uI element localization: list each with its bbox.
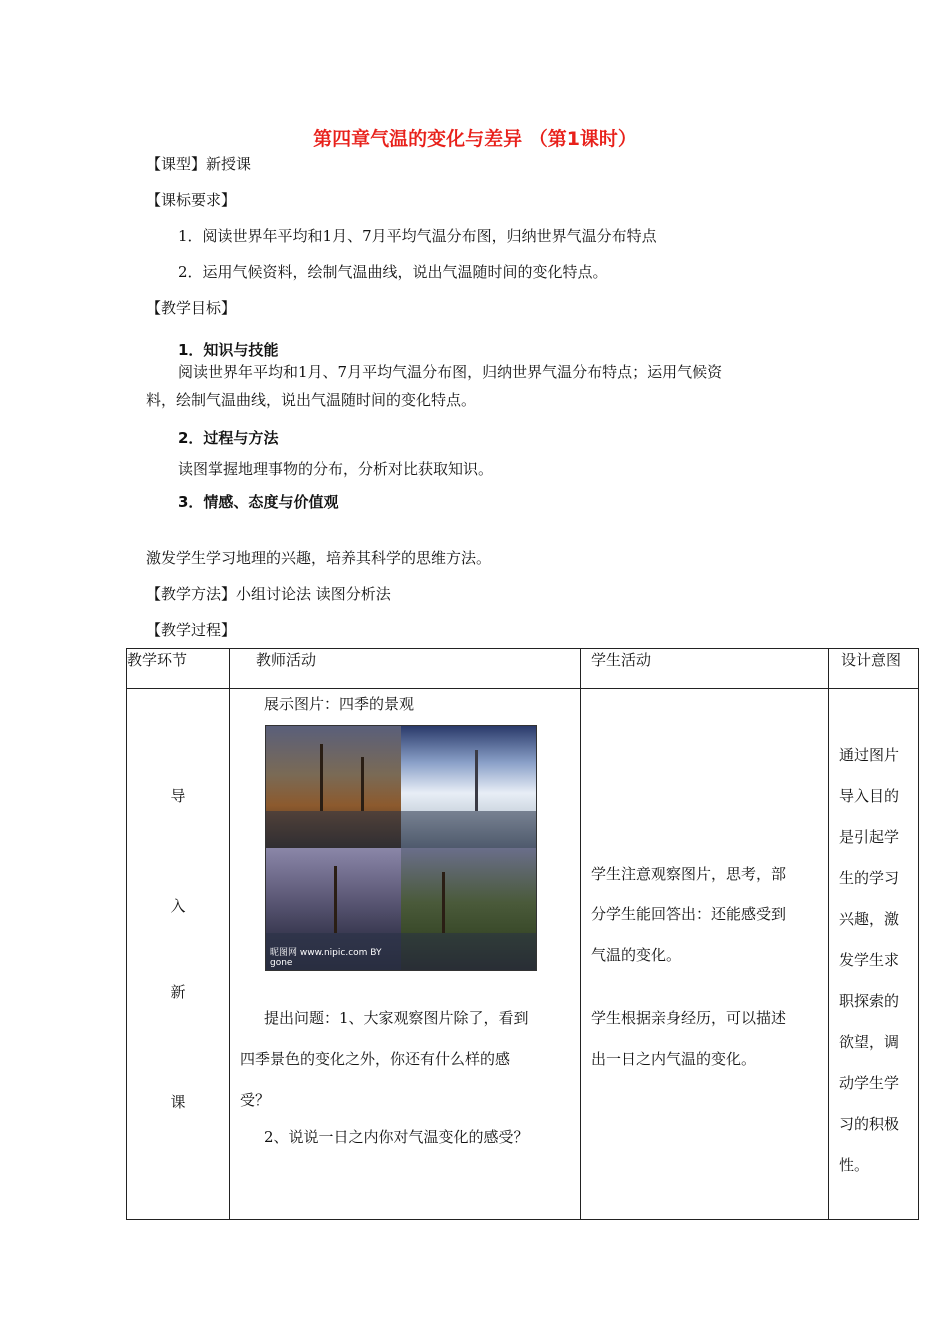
teacher-cell	[230, 689, 581, 1220]
header-stage: 教学环节	[127, 649, 230, 689]
goal-process-heading: 2．过程与方法	[178, 429, 279, 447]
header-teacher: 教师活动	[230, 649, 581, 689]
spring-scene	[266, 848, 401, 970]
goal-process-text: 读图掌握地理事物的分布，分析对比获取知识。	[178, 460, 494, 478]
standard-item: 2．运用气候资料，绘制气温曲线，说出气温随时间的变化特点。	[178, 263, 608, 281]
goal-attitude-text: 激发学生学习地理的兴趣，培养其科学的思维方法。	[146, 549, 492, 567]
teacher-question-2: 2、说说一日之内你对气温变化的感受？	[264, 1128, 529, 1146]
goal-knowledge-text: 阅读世界年平均和1月、7月平均气温分布图，归纳世界气温分布特点；运用气候资	[178, 363, 723, 381]
stage-cell	[127, 689, 230, 1220]
stage-char: 课	[170, 1093, 186, 1111]
photo-watermark: 昵图网 www.nipic.com BY gone	[270, 948, 382, 968]
student-activity-1: 分学生能回答出：还能感受到	[591, 905, 787, 923]
stage-char: 入	[170, 897, 186, 915]
teaching-method: 【教学方法】小组讨论法 读图分析法	[146, 585, 391, 603]
goal-attitude-heading: 3．情感、态度与价值观	[178, 493, 339, 511]
summer-scene	[401, 848, 536, 970]
design-cell	[829, 689, 919, 1220]
standard-item: 1．阅读世界年平均和1月、7月平均气温分布图，归纳世界气温分布特点	[178, 227, 657, 245]
winter-scene	[401, 726, 536, 848]
process-table	[126, 648, 919, 1220]
standards-heading: 【课标要求】	[146, 191, 237, 209]
teacher-question-1-cont: 四季景色的变化之外，你还有什么样的感	[240, 1050, 511, 1068]
table-header-row	[127, 649, 919, 689]
goal-knowledge-text-cont: 料，绘制气温曲线，说出气温随时间的变化特点。	[146, 391, 477, 409]
autumn-scene	[266, 726, 401, 848]
design-intent: 通过图片 导入目的 是引起学 生的学习 兴趣，激 发学生求 职探索的 欲望，调 动学生学 习的积极 性。	[839, 746, 900, 1174]
process-heading: 【教学过程】	[146, 621, 237, 639]
table-row	[127, 689, 919, 1220]
student-activity-1: 学生注意观察图片，思考，部	[591, 865, 787, 883]
stage-char: 导	[170, 787, 186, 805]
teacher-intro: 展示图片：四季的景观	[264, 695, 415, 713]
student-activity-2: 学生根据亲身经历，可以描述	[591, 1009, 787, 1027]
header-student: 学生活动	[581, 649, 829, 689]
student-cell	[581, 689, 829, 1220]
stage-char: 新	[170, 983, 186, 1001]
student-activity-1: 气温的变化。	[591, 946, 682, 964]
header-design: 设计意图	[829, 649, 919, 689]
teacher-question-1: 提出问题：1、大家观察图片除了，看到	[264, 1009, 529, 1027]
four-seasons-photo	[265, 725, 537, 971]
goal-knowledge-heading: 1．知识与技能	[178, 341, 279, 359]
page-title: 第四章气温的变化与差异 （第1课时）	[313, 128, 637, 150]
teacher-question-1-end: 受？	[240, 1091, 271, 1109]
student-activity-2: 出一日之内气温的变化。	[591, 1050, 757, 1068]
lesson-type: 【课型】新授课	[146, 155, 252, 173]
goals-heading: 【教学目标】	[146, 299, 237, 317]
